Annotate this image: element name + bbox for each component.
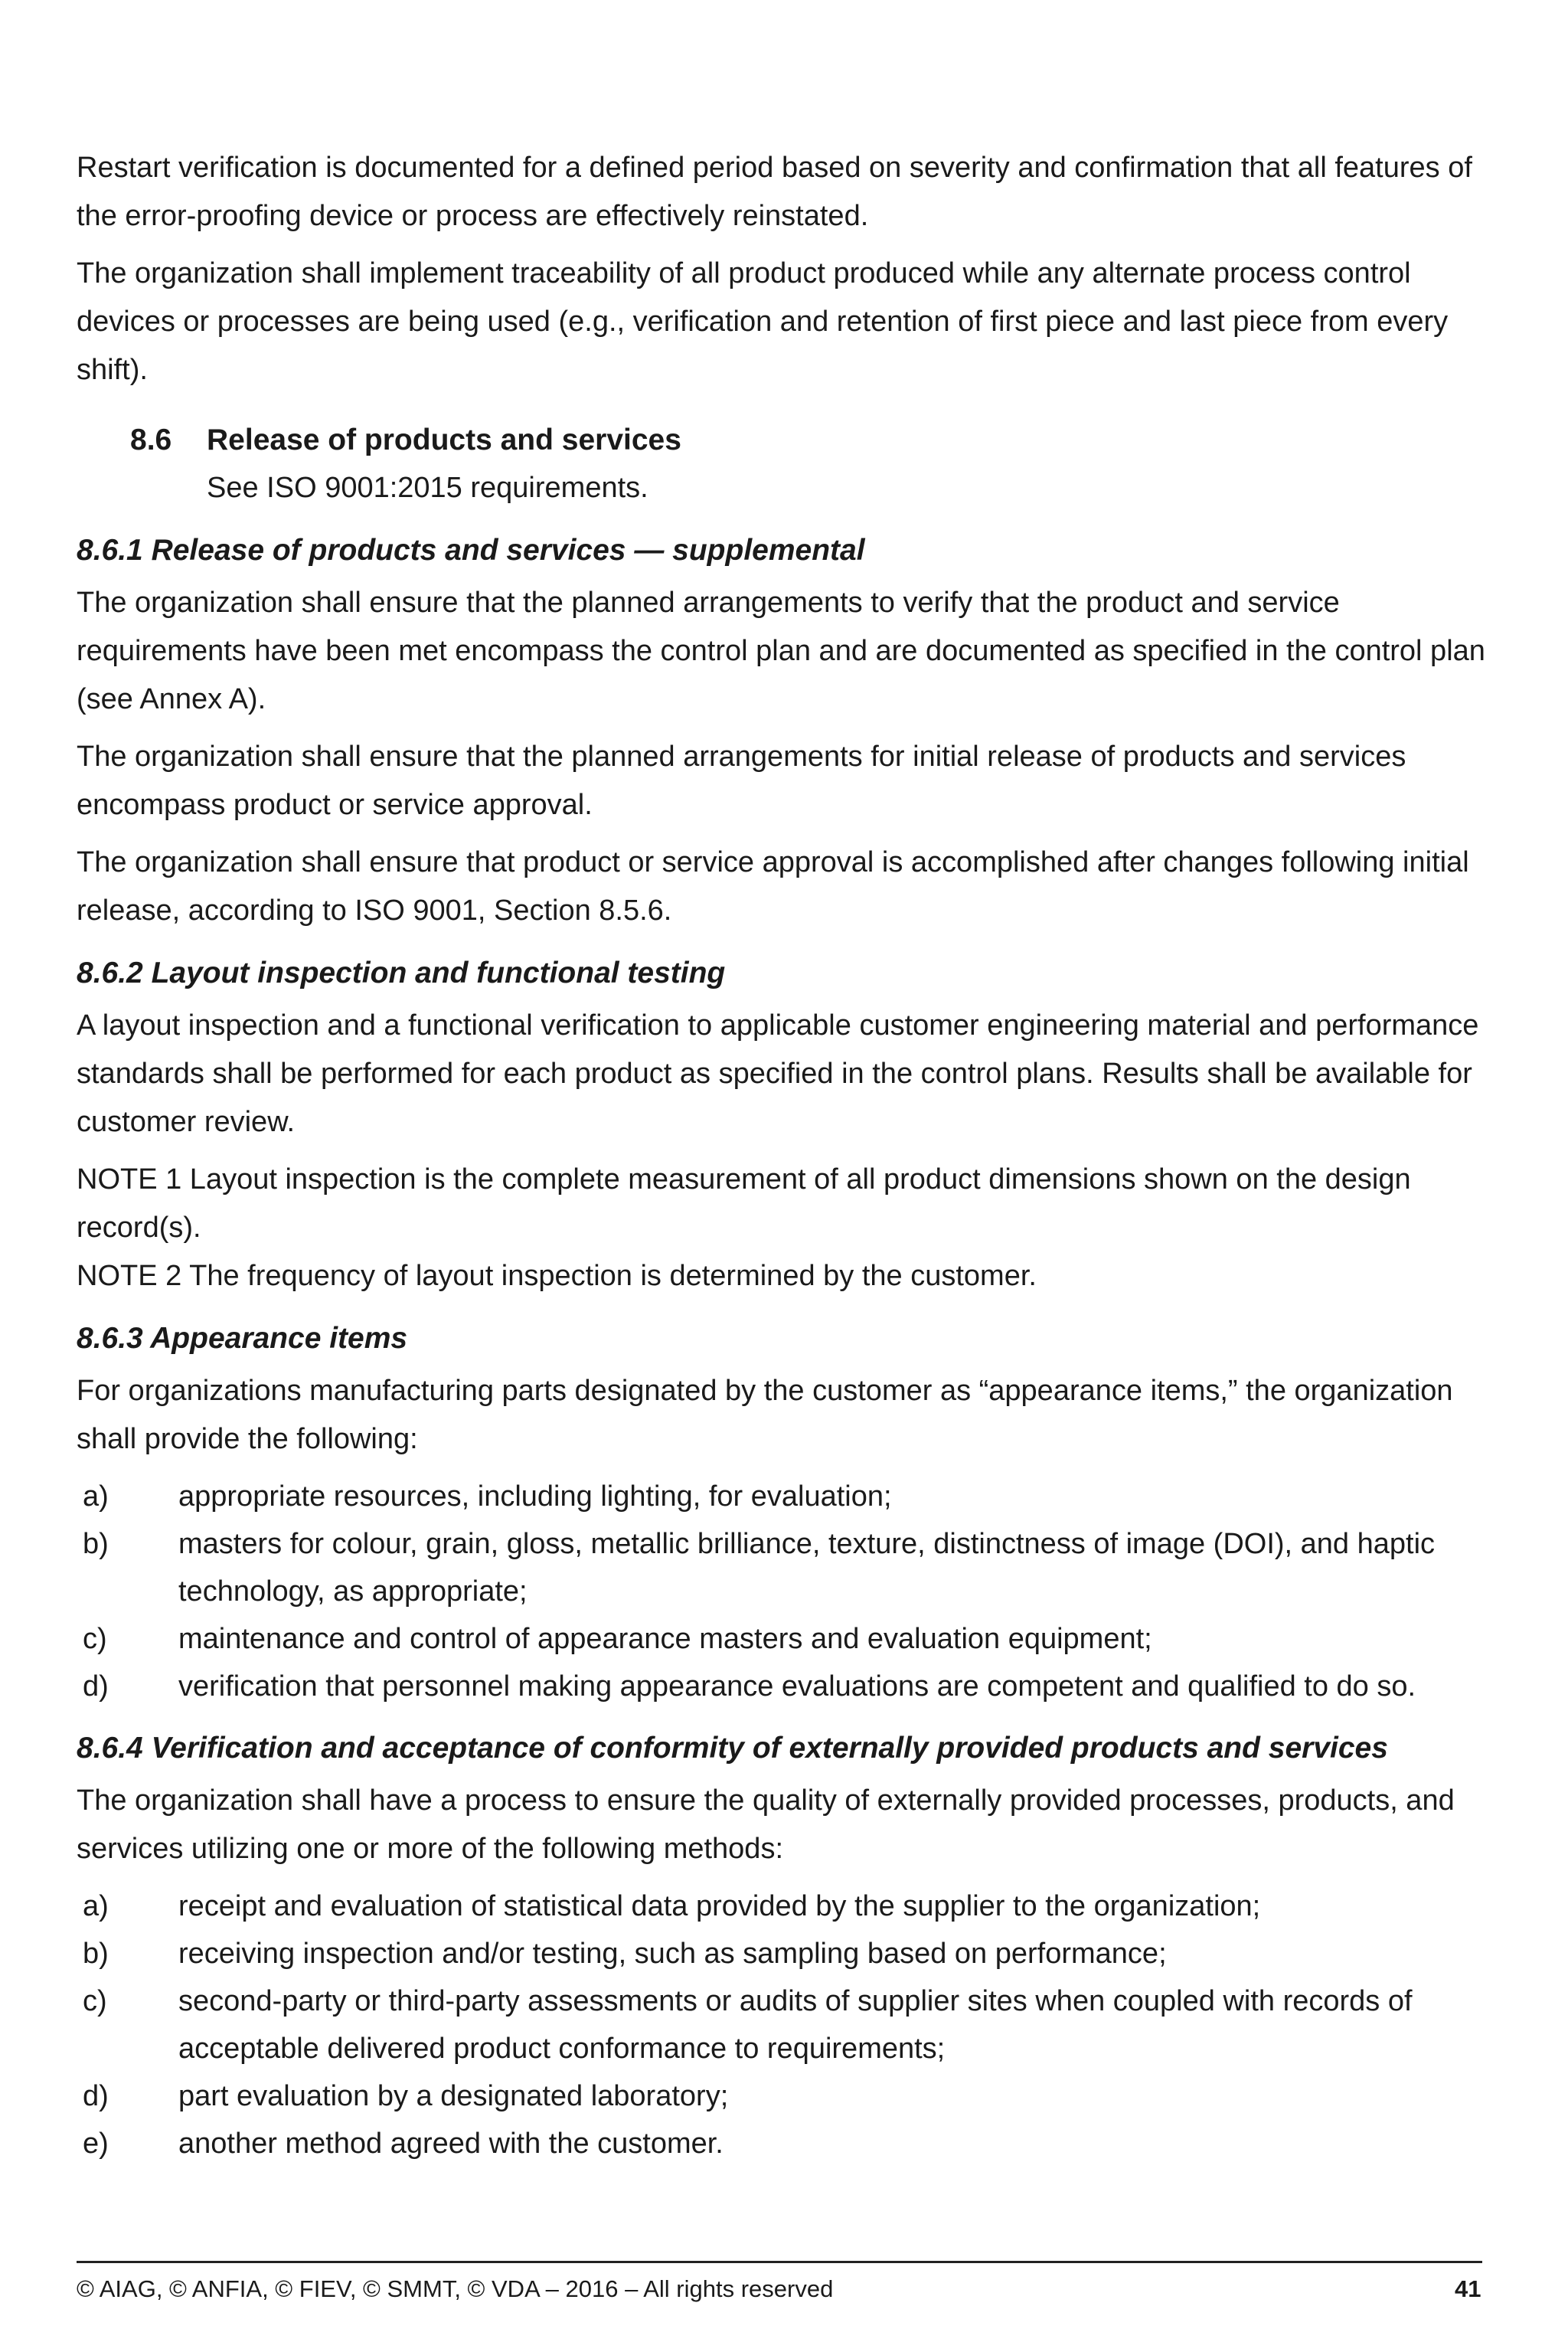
list-marker: e) — [83, 2128, 109, 2160]
note-1: NOTE 1 Layout inspection is the complete measurement of all product dimensions shown on the design record(s). — [77, 1163, 1411, 1244]
list-text: maintenance and control of appearance masters and evaluation equipment; — [178, 1623, 1152, 1655]
section-8-6-3-heading: 8.6.3 Appearance items — [77, 1322, 408, 1355]
section-8-6-1-paragraph-2: The organization shall ensure that the planned arrangements for initial release of products and services encompass product or service approval. — [77, 741, 1406, 821]
section-8-6-2-paragraph: A layout inspection and a functional verification to applicable customer engineering material and performance standards shall be performed for each product as specified in the control plans. Results shall be available for customer review. — [77, 1009, 1479, 1138]
list-item — [83, 1882, 1501, 1930]
list-text: receipt and evaluation of statistical data provided by the supplier to the organization; — [178, 1890, 1261, 1922]
section-8-6-4-heading: 8.6.4 Verification and acceptance of conformity of externally provided products and services — [77, 1732, 1388, 1765]
list-text: another method agreed with the customer. — [178, 2128, 724, 2160]
list-item — [83, 1615, 1501, 1663]
section-number: 8.6 — [130, 424, 172, 456]
list-marker: d) — [83, 1670, 109, 1703]
list-text: second-party or third-party assessments or audits of supplier sites when coupled with records of acceptable delivered product conformance to requirements; — [178, 1985, 1413, 2065]
section-8-6-text: See ISO 9001:2015 requirements. — [207, 472, 648, 504]
intro-paragraph-1: Restart verification is documented for a defined period based on severity and confirmation that all features of the error-proofing device or process are effectively reinstated. — [77, 152, 1472, 232]
section-title: Release of products and services — [207, 424, 681, 456]
list-item — [83, 2120, 1501, 2167]
appearance-items-list — [77, 1473, 1501, 1710]
list-text: appropriate resources, including lighting, for evaluation; — [178, 1480, 892, 1513]
page-number: 41 — [1455, 2275, 1481, 2302]
section-8-6-2-heading: 8.6.2 Layout inspection and functional testing — [77, 957, 726, 989]
list-item — [83, 2072, 1501, 2120]
list-text: receiving inspection and/or testing, such as sampling based on performance; — [178, 1938, 1167, 1970]
list-item — [83, 1520, 1501, 1615]
verification-methods-list — [77, 1882, 1501, 2167]
page-content — [77, 144, 1501, 2178]
list-text: part evaluation by a designated laboratory; — [178, 2080, 729, 2112]
list-item — [83, 1663, 1501, 1710]
list-marker: a) — [83, 1480, 109, 1513]
footer-copyright: © AIAG, © ANFIA, © FIEV, © SMMT, © VDA – 2016 – All rights reserved — [77, 2275, 834, 2302]
section-8-6-4-paragraph: The organization shall have a process to ensure the quality of externally provided processes, products, and services utilizing one or more of the following methods: — [77, 1784, 1455, 1865]
list-item — [83, 1473, 1501, 1520]
list-marker: a) — [83, 1890, 109, 1922]
section-8-6-1-paragraph-3: The organization shall ensure that product or service approval is accomplished after changes following initial release, according to ISO 9001, Section 8.5.6. — [77, 846, 1469, 927]
list-marker: c) — [83, 1985, 107, 2017]
section-8-6-3-paragraph: For organizations manufacturing parts designated by the customer as “appearance items,” the organization shall provide the following: — [77, 1375, 1453, 1455]
intro-paragraph-2: The organization shall implement traceability of all product produced while any alternate process control devices or processes are being used (e.g., verification and retention of first piece and last piece from every shift). — [77, 257, 1449, 386]
list-marker: b) — [83, 1528, 109, 1560]
section-8-6-1-paragraph-1: The organization shall ensure that the planned arrangements to verify that the product and service requirements have been met encompass the control plan and are documented as specified in the control plan (see Annex A). — [77, 587, 1485, 715]
footer-divider — [77, 2261, 1482, 2263]
list-text: masters for colour, grain, gloss, metallic brilliance, texture, distinctness of image (DOI), and haptic technology, as appropriate; — [178, 1528, 1436, 1608]
section-8-6-1-heading: 8.6.1 Release of products and services — supplemental — [77, 534, 865, 567]
list-marker: b) — [83, 1938, 109, 1970]
section-8-6-heading — [130, 416, 1501, 464]
note-2: NOTE 2 The frequency of layout inspection is determined by the customer. — [77, 1260, 1037, 1292]
list-marker: d) — [83, 2080, 109, 2112]
list-text: verification that personnel making appearance evaluations are competent and qualified to do so. — [178, 1670, 1416, 1703]
list-marker: c) — [83, 1623, 107, 1655]
list-item — [83, 1930, 1501, 1977]
list-item — [83, 1977, 1501, 2072]
